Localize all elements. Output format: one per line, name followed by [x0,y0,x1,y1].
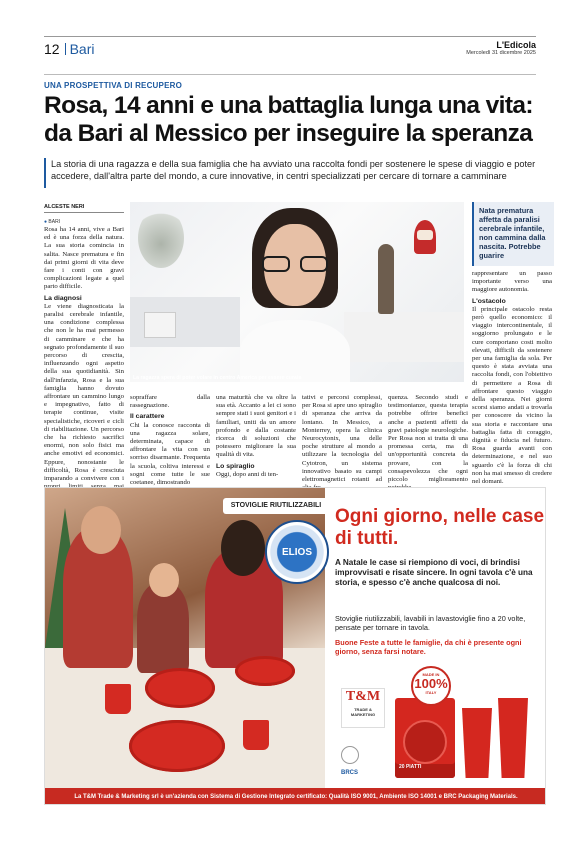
article-kicker: UNA PROSPETTIVA DI RECUPERO [44,81,183,90]
article-column-3 [216,394,296,479]
paragraph: Chi la conosce racconta di una ragazza solare, determinata, capace di affrontare la vita con un sorriso disarmante. Frequenta la scuola, coltiva interessi e sogni come tutte le sue coetanee, dimostrando [130,421,210,487]
subhead-carattere: Il carattere [130,413,165,421]
location-pin-icon: ● [44,219,48,225]
article-subheadline: La storia di una ragazza e della sua famiglia che ha avviato una raccolta fondi per sostenere le spese di viaggio e poter accedere, dall'altra parte del mondo, a cure innovative, in centri specializzati per cercare di tornare a camminare [44,158,540,188]
header-rule [44,74,536,75]
masthead-name: L'Edicola [496,40,536,50]
article-photo[interactable] [130,202,464,382]
man-figure [63,528,133,668]
pillows [344,312,464,362]
red-cup [243,720,269,750]
issue-date: Mercoledì 31 dicembre 2025 [466,50,536,56]
package-label: 20 PIATTI [399,764,422,770]
header-separator [65,43,66,55]
section-name[interactable]: Bari [69,41,95,57]
tm-logo [341,688,385,728]
paragraph: tativi e percorsi complessi, per Rosa si apre uno spiraglio di speranza che arriva da lontano. In Messico, a Monterrey, opera la clinica Neurocytonix, una delle poche strutture al mondo a utilizzare la tecnologia del Cytotron, un sistema innovativo basato su campi elettromagnetici rotanti ad [302,394,382,484]
glasses [262,256,328,272]
ad-text: Stoviglie riutilizzabili, lavabili in lavastoviglie fino a 20 volte, pensate per tornare in tavola. [335,614,526,633]
ad-footer: La T&M Trade & Marketing srl è un'azienda con Sistema di Gestione Integrato certificato: Qualità ISO 9001, Ambiente ISO 14001 e BRC Packaging Materials. [45,788,546,805]
brcs-logo: BRCS [341,770,359,776]
paragraph: Le viene diagnosticata la paralisi cerebrale infantile, una condizione complessa che non le ha mai permesso di camminare e che ha segnato profondamente il suo percorso di crescita, influenzando ogni aspetto della sua quotidianità. Sin dall'infanzia, Rosa e la sua famiglia hanno dovuto affrontare un cammino lungo e impegnativo, fatto di terapie continue, visite specialistiche, ricoveri e cicli di riabilitazione. Un percorso che ha richiesto sacrifici enormi, non solo fisici ma anche emotivi ed economici. Eppure, nonostante le difficoltà, Rosa è cresciuta imparando a convivere con i [44,302,124,483]
article-column-1 [44,226,124,500]
shirt [240,320,350,382]
dateline [44,219,60,225]
ad-product-label: STOVIGLIE RIUTILIZZABILI [223,498,329,514]
masthead [466,40,536,56]
certification-icon [341,746,359,764]
paragraph: Il principale ostacolo resta però quello economico: il viaggio intercontinentale, il soggiorno prolungato e le cure comportano costi molto elevati, difficili da sostenere per una famiglia da sola. Per questo è stata avviata una raccolta fondi, con l'obiettivo di permettere a Rosa di affrontare questo viaggio della speranza. Nei giorni scorsi siamo andati a trovarla per conoscere da vicino la sua storia e raccontare una battaglia fatta di coraggio, dignità e fiducia nel futuro. Rosa guarda avanti con determinazione, e nel suo sguardo c'è la forza di chi non ha mai smesso di credere nel domani. [472,305,552,486]
subhead-spiraglio: Lo spiraglio [216,462,255,470]
statue [378,244,394,314]
made-in-italy-badge [411,666,451,706]
badge-percent: 100% [414,676,448,691]
article-column-2 [130,394,210,487]
photo-caption: La ragazza spera di poter volare in centro America per essere curata [133,375,302,381]
plant-decoration [138,208,184,268]
page-number: 12 [44,41,60,57]
badge-top: MADE IN [422,672,440,677]
paragraph: quenza. Secondo studi e testimonianze, questa terapia potrebbe offrire benefici anche a pazienti affetti da gravi patologie neurologiche. Per Rosa non si tratta di una promessa certa, ma di un'opportunità concreta da provare, con la consapevolezza che ogni piccolo miglioramento [388,394,468,484]
badge-bottom: ITALY [425,690,437,695]
subhead-ostacolo: L'ostacolo [472,297,506,305]
top-rule [44,36,536,37]
article-column-6 [472,270,552,486]
santa-figurine [414,220,436,254]
tm-logo-subtitle: TRADE & MARKETING [350,707,376,717]
boy-figure [137,583,189,673]
red-plate [235,656,295,686]
ad-greeting: Buone Feste a tutte le famiglie, da chi è presente ogni giorno, senza farsi notare. [335,638,522,657]
ad-title: Ogni giorno, nelle case di tutti. [335,506,545,549]
article-column-5 [388,394,468,492]
byline: ALCESTE NERI [44,204,124,213]
tm-logo-text: T&M [345,689,381,704]
lead-paragraph: Rosa ha 14 anni, vive a Bari ed è una forza della natura. La sua storia comincia in salita. Nasce prematura e fin dai primi giorni di vita deve fare i conti con gravi complicazioni legate a quel parto difficile. [44,226,124,291]
paragraph: sopraffare dalla rassegnazione. [130,394,210,410]
article-headline: Rosa, 14 anni e una battaglia lunga una vita: da Bari al Messico per inseguire la speranza [44,92,533,147]
red-cup [105,684,131,714]
page-header [44,41,94,57]
article-column-4 [302,394,382,492]
paragraph: una maturità che va oltre la sua età. Accanto a lei ci sono sempre stati i suoi genitori e i familiari, uniti da un amore profondo e dalla costante ricerca di soluzioni che potessero migliorare la sua qualità di vita. [216,394,296,459]
dateline-place: BARI [48,219,61,225]
advertisement[interactable] [44,487,546,805]
elios-logo: ELIOS [265,520,329,584]
picture-frame [144,312,176,338]
sidebar-highlight: Nata prematura affetta da paralisi cerebrale infantile, non cammina dalla nascita. Potrebbe guarire [472,202,554,266]
paragraph: Oggi, dopo anni di ten- [216,470,279,478]
red-plate [129,720,225,772]
ad-text: A Natale le case si riempiono di voci, di brindisi improvvisati e risate sincere. In ogni tavola c'è una storia, e spesso c'è anche qualcosa di noi. [335,558,533,588]
red-cups-product [460,678,540,778]
paragraph: rappresentare un passo importante verso una maggiore autonomia. [472,270,552,294]
red-plate [145,668,215,708]
subhead-diagnosi: La diagnosi [44,294,82,302]
girl-portrait [240,208,350,382]
